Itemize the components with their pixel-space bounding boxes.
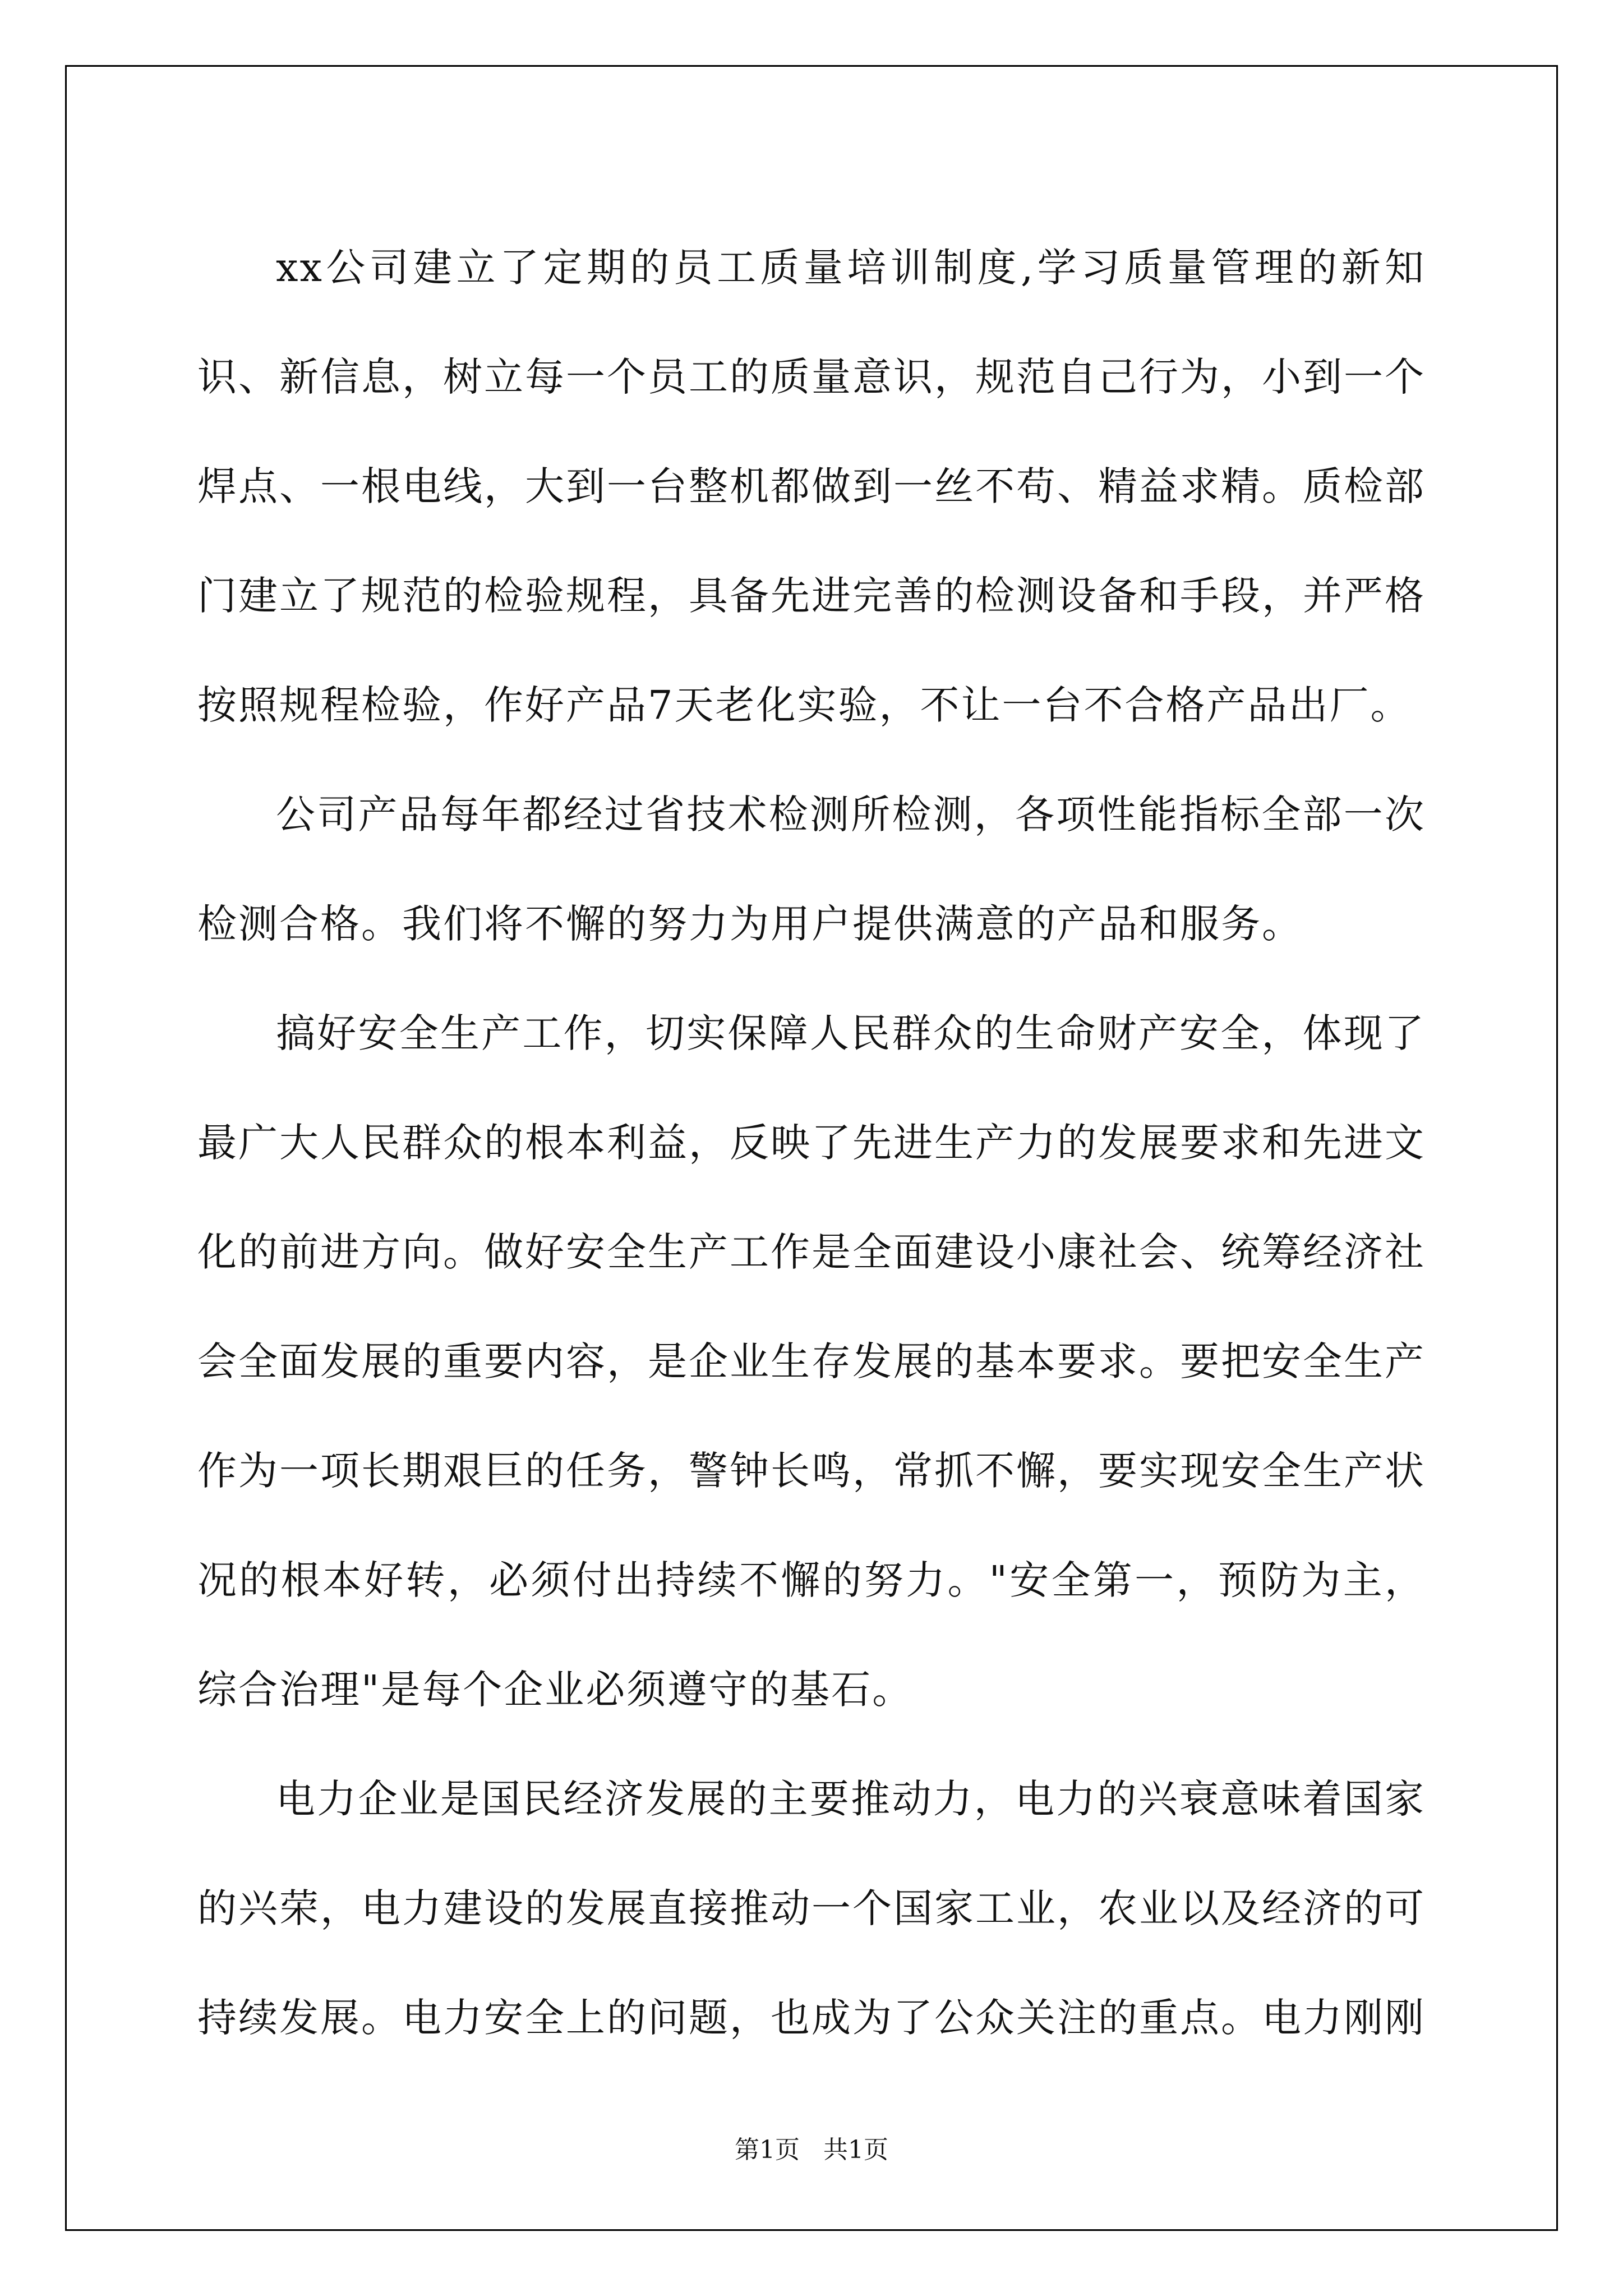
document-body (197, 213, 1426, 2073)
paragraph-product-inspection: 公司产品每年都经过省技术检测所检测，各项性能指标全部一次检测合格。我们将不懈的努力为用户提供满意的产品和服务。 (197, 792, 1426, 947)
page-number-footer: 第1页 共1页 (735, 2136, 888, 2164)
paragraph-safety-production: 搞好安全生产工作，切实保障人民群众的生命财产安全，体现了最广大人民群众的根本利益，反映了先进生产力的发展要求和先进文化的前进方向。做好安全生产工作是全面建设小康社会、统筹经济社会全面发展的重要内容，是企业生存发展的基本要求。要把安全生产作为一项长期艰巨的任务，警钟长鸣，常抓不懈，要实现安全生产状况的根本好转，必须付出持续不懈的努力。"安全第一，预防为主，综合治理"是每个企业必须遵守的基石。 (197, 1010, 1426, 1713)
paragraph-quality-training: xx公司建立了定期的员工质量培训制度,学习质量管理的新知识、新信息，树立每一个员工的质量意识，规范自己行为，小到一个焊点、一根电线，大到一台整机都做到一丝不苟、精益求精。质检部门建立了规范的检验规程，具备先进完善的检测设备和手段，并严格按照规程检验，作好产品7天老化实验，不让一台不合格产品出厂。 (197, 245, 1426, 728)
paragraph-power-enterprise: 电力企业是国民经济发展的主要推动力，电力的兴衰意味着国家的兴荣，电力建设的发展直接推动一个国家工业，农业以及经济的可持续发展。电力安全上的问题，也成为了公众关注的重点。电力刚刚 (197, 1776, 1426, 2041)
